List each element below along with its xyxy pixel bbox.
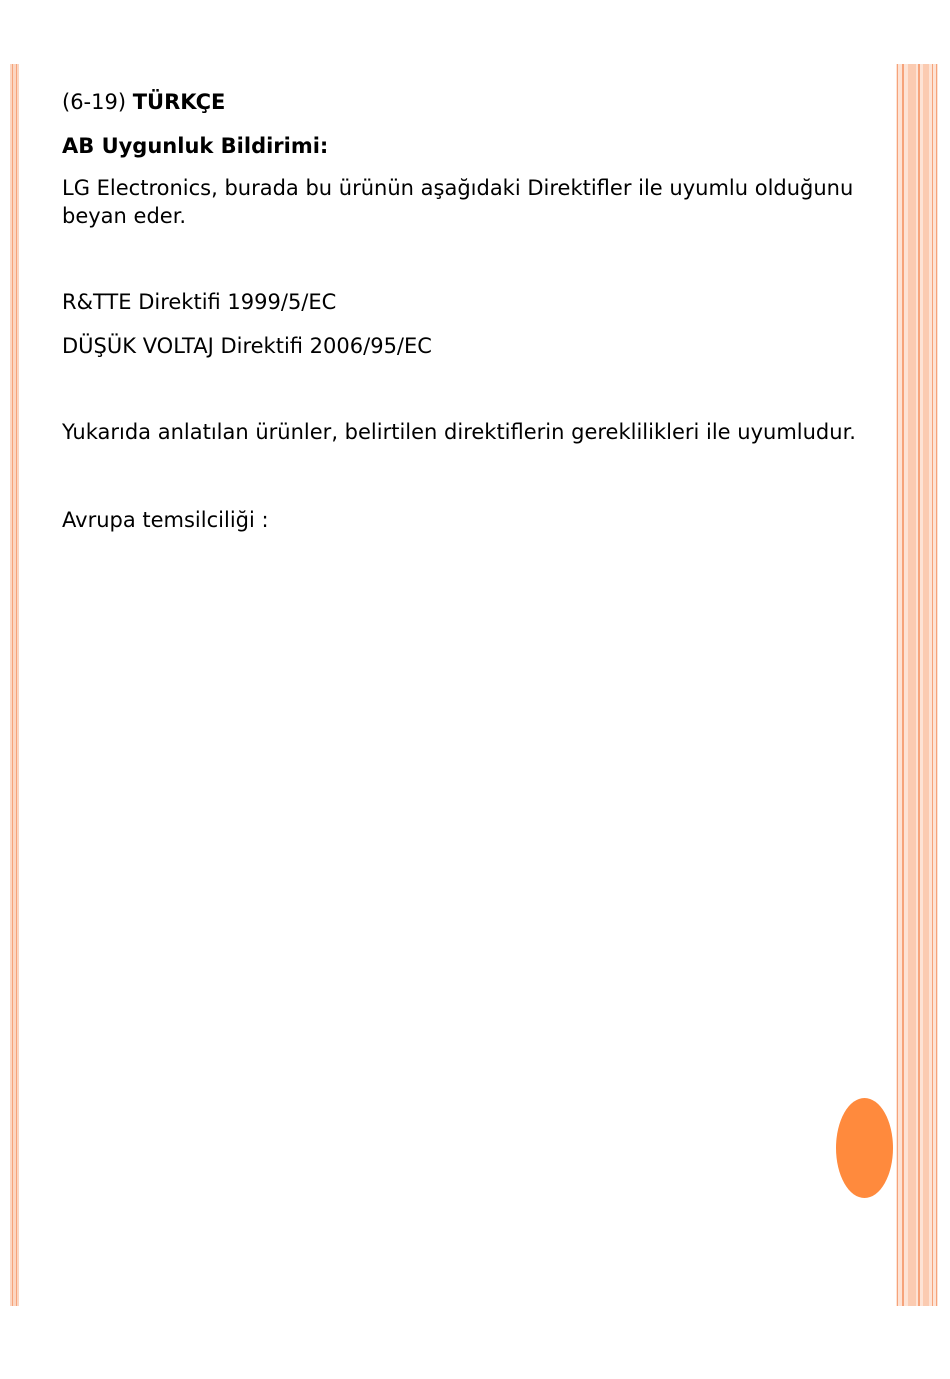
right-border-band: [923, 64, 929, 1306]
left-decorative-border: [10, 64, 19, 1306]
representative-label: Avrupa temsilciliği :: [62, 508, 269, 532]
directive-item: R&TTE Direktifi 1999/5/EC: [62, 290, 337, 314]
right-decorative-border: [896, 64, 938, 1306]
right-border-line: [918, 64, 920, 1306]
directive-item: DÜŞÜK VOLTAJ Direktifi 2006/95/EC: [62, 334, 432, 358]
right-border-line: [936, 64, 937, 1306]
conformity-statement: Yukarıda anlatılan ürünler, belirtilen direktiflerin gereklilikleri ile uyumludur.: [62, 420, 856, 444]
intro-paragraph: LG Electronics, burada bu ürünün aşağıdaki Direktifler ile uyumlu olduğunu beyan eder.: [62, 176, 854, 228]
left-border-line: [16, 64, 17, 1306]
language-title: TÜRKÇE: [132, 90, 226, 114]
orange-oval-decoration: [836, 1098, 893, 1198]
section-number: (6-19): [62, 90, 127, 114]
right-border-line: [932, 64, 933, 1306]
subheading: AB Uygunluk Bildirimi:: [62, 134, 329, 158]
right-border-line: [902, 64, 904, 1306]
right-border-band: [908, 64, 916, 1306]
document-body: [62, 88, 882, 534]
left-border-line: [12, 64, 13, 1306]
page-title: [62, 88, 882, 116]
right-border-line: [897, 64, 898, 1306]
